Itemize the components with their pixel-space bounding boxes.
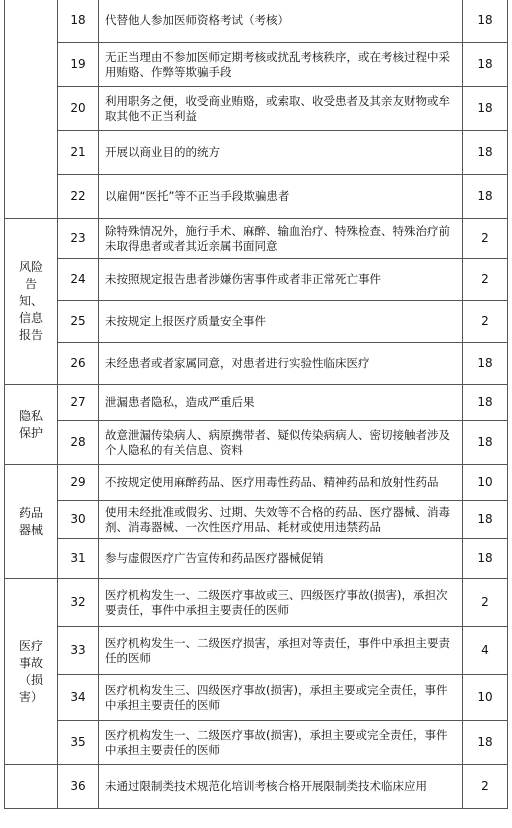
- item-score: 4: [463, 627, 508, 675]
- item-number: 18: [58, 0, 99, 43]
- item-number: 25: [58, 301, 99, 343]
- item-score: 2: [463, 765, 508, 809]
- item-score: 18: [463, 501, 508, 539]
- item-description: 使用未经批准或假劣、过期、失效等不合格的药品、医疗器械、消毒剂、消毒器械、一次性医疗用品、耗材或使用违禁药品: [99, 501, 463, 539]
- item-number: 31: [58, 539, 99, 579]
- item-score: 2: [463, 219, 508, 259]
- table-row: [5, 0, 508, 43]
- category-cell-privacy: [5, 385, 58, 465]
- item-score: 18: [463, 539, 508, 579]
- item-number: 29: [58, 465, 99, 501]
- item-score: 18: [463, 0, 508, 43]
- item-number: 19: [58, 43, 99, 87]
- item-description: 医疗机构发生一、二级医疗事故(损害)，承担主要或完全责任，事件中承担主要责任的医师: [99, 721, 463, 765]
- item-number: 33: [58, 627, 99, 675]
- item-description: 未经患者或者家属同意，对患者进行实验性临床医疗: [99, 343, 463, 385]
- table-row: [5, 131, 508, 175]
- table-row: [5, 465, 508, 501]
- item-description: 除特殊情况外，施行手术、麻醉、输血治疗、特殊检查、特殊治疗前未取得患者或者其近亲属书面同意: [99, 219, 463, 259]
- item-number: 26: [58, 343, 99, 385]
- item-description: 无正当理由不参加医师定期考核或扰乱考核秩序，或在考核过程中采用贿赂、作弊等欺骗手段: [99, 43, 463, 87]
- item-description: 开展以商业目的的统方: [99, 131, 463, 175]
- table-row: [5, 343, 508, 385]
- table-row: [5, 579, 508, 627]
- item-number: 30: [58, 501, 99, 539]
- item-description: 代替他人参加医师资格考试（考核）: [99, 0, 463, 43]
- category-label: 药品器械: [18, 505, 43, 537]
- category-cell-next: [5, 765, 58, 809]
- table-row: [5, 301, 508, 343]
- item-number: 27: [58, 385, 99, 421]
- table-row: [5, 219, 508, 259]
- item-score: 18: [463, 87, 508, 131]
- table-row: [5, 43, 508, 87]
- table-row: [5, 259, 508, 301]
- category-label: 隐私保护: [18, 408, 43, 440]
- item-description: 医疗机构发生一、二级医疗损害，承担对等责任，事件中承担主要责任的医师: [99, 627, 463, 675]
- item-description: 参与虚假医疗广告宣传和药品医疗器械促销: [99, 539, 463, 579]
- item-description: 未通过限制类技术规范化培训考核合格开展限制类技术临床应用: [99, 765, 463, 809]
- item-number: 32: [58, 579, 99, 627]
- item-description: 泄漏患者隐私，造成严重后果: [99, 385, 463, 421]
- item-description: 利用职务之便，收受商业贿赂，或索取、收受患者及其亲友财物或牟取其他不正当利益: [99, 87, 463, 131]
- item-score: 18: [463, 721, 508, 765]
- item-number: 22: [58, 175, 99, 219]
- item-number: 28: [58, 421, 99, 465]
- item-score: 18: [463, 175, 508, 219]
- item-number: 34: [58, 675, 99, 721]
- table-row: [5, 721, 508, 765]
- item-number: 35: [58, 721, 99, 765]
- category-label: 医疗事故（损害）: [18, 638, 43, 704]
- table-row: [5, 539, 508, 579]
- table-row: [5, 175, 508, 219]
- item-score: 10: [463, 465, 508, 501]
- table-row: [5, 87, 508, 131]
- item-description: 故意泄漏传染病人、病原携带者、疑似传染病病人、密切接触者涉及个人隐私的有关信息、资料: [99, 421, 463, 465]
- category-cell-risk-report: [5, 219, 58, 385]
- item-score: 10: [463, 675, 508, 721]
- category-cell-drug-device: [5, 465, 58, 579]
- category-cell-medical-accident: [5, 579, 58, 765]
- item-score: 2: [463, 259, 508, 301]
- table-row: [5, 675, 508, 721]
- table-row: [5, 421, 508, 465]
- item-description: 以雇佣“医托”等不正当手段欺骗患者: [99, 175, 463, 219]
- item-score: 18: [463, 43, 508, 87]
- table-row: [5, 627, 508, 675]
- item-number: 36: [58, 765, 99, 809]
- item-score: 2: [463, 301, 508, 343]
- category-cell-continued: [5, 0, 58, 219]
- item-description: 未按照规定报告患者涉嫌伤害事件或者非正常死亡事件: [99, 259, 463, 301]
- table-row: [5, 385, 508, 421]
- scoring-table-body: [5, 0, 508, 809]
- item-score: 18: [463, 385, 508, 421]
- category-label: 风险告知、信息报告: [18, 260, 43, 342]
- item-score: 18: [463, 421, 508, 465]
- item-number: 24: [58, 259, 99, 301]
- item-description: 未按规定上报医疗质量安全事件: [99, 301, 463, 343]
- item-description: 不按规定使用麻醉药品、医疗用毒性药品、精神药品和放射性药品: [99, 465, 463, 501]
- item-score: 18: [463, 131, 508, 175]
- item-number: 23: [58, 219, 99, 259]
- item-number: 20: [58, 87, 99, 131]
- item-score: 18: [463, 343, 508, 385]
- table-row: [5, 501, 508, 539]
- table-row: [5, 765, 508, 809]
- scoring-table: [4, 0, 508, 809]
- item-number: 21: [58, 131, 99, 175]
- item-description: 医疗机构发生三、四级医疗事故(损害)，承担主要或完全责任，事件中承担主要责任的医师: [99, 675, 463, 721]
- item-score: 2: [463, 579, 508, 627]
- item-description: 医疗机构发生一、二级医疗事故或三、四级医疗事故(损害)，承担次要责任，事件中承担主要责任的医师: [99, 579, 463, 627]
